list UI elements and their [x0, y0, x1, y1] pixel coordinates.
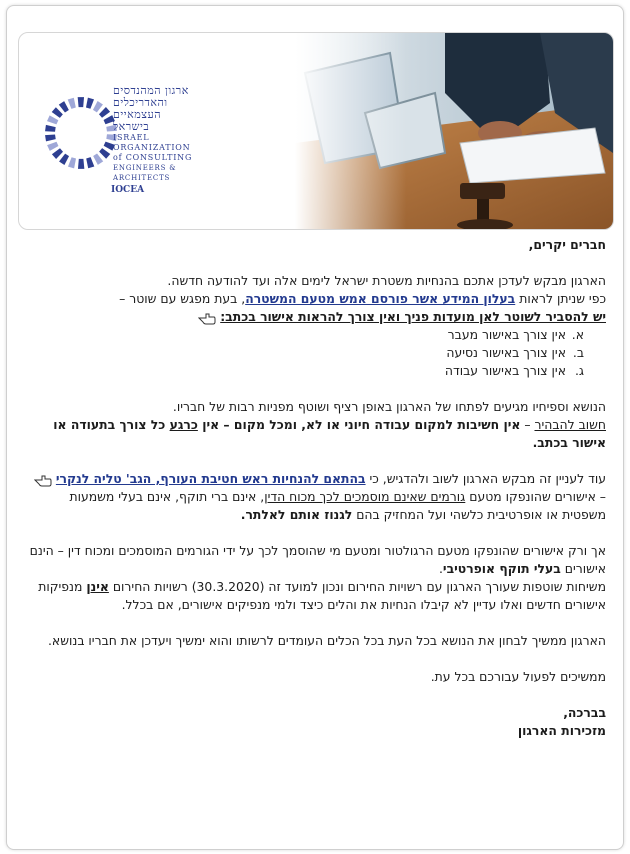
logo-ring-segment [52, 107, 63, 118]
logo-ring-segment [59, 101, 69, 112]
paragraph-emergency: משיחות שוטפות שעורך הארגון עם רשויות החירום ונכון למועד זה (30.3.2020) רשויות החירום אינן מנפיקות אישורים חדשים ואלו עדיין לא קיבלו הנחיות את והלים כיצד ולמי מנפיקים אישורים, אם בכלל. [38, 579, 606, 612]
logo-ring-segment [93, 101, 103, 112]
logo-ring-segment [86, 98, 94, 109]
paragraph-bulletin: כפי שניתן לראות בעלון המידע אשר פורסם אמש מטעם המשטרה, בעת מפגש עם שוטר – [119, 291, 606, 306]
header-banner [18, 32, 614, 230]
logo-ring-segment [93, 153, 103, 164]
paragraph-authorized: אך ורק אישורים שהונפקו מטעם הרגולטור ומטעם מי שהוסמך לכך על ידי הגורמים המוסמכים ומכוח דין – הינם אישורים בעלי תוקף אופרטיבי. [29, 543, 606, 576]
logo-ring-segment [45, 135, 56, 142]
police-bulletin-link[interactable]: בעלון המידע אשר פורסם אמש מטעם המשטרה [245, 291, 516, 306]
pointing-hand-icon [198, 311, 216, 325]
list-item: א.אין צורך באישור מעבר [447, 327, 584, 342]
logo-english-line: ENGINEERS & ARCHITECTS [113, 164, 177, 182]
logo-hebrew-line: ארגון המהנדסים [113, 84, 189, 97]
paragraph-intro: הארגון מבקש לעדכן אתכם בהנחיות משטרת ישראל לימים אלה ועד להודעה חדשה. [167, 273, 606, 288]
signature-greeting: בברכה, [563, 705, 606, 720]
paragraph-closing: ממשיכים לפעול עבורכם בכל עת. [430, 669, 606, 684]
home-front-guidelines-link[interactable]: בהתאם להנחיות ראש חטיבת העורף, הגב' טליה לנקרי [55, 471, 366, 486]
logo-ring-segment [78, 97, 84, 107]
logo-abbreviation: IOCEA [111, 185, 145, 195]
logo-hebrew-line: והאדריכלים [113, 96, 168, 109]
logo-english-line: of CONSULTING [113, 153, 193, 162]
logo-ring-segment [59, 154, 69, 165]
logo-ring-segment [68, 98, 76, 109]
logo-ring-segment [45, 125, 56, 132]
paragraph-clarify: חשוב להבהיר – אין חשיבות למקום עבודה חיוני או לא, ומכל מקום – אין כרגע כל צורך בתעודה או אישור בכתב. [53, 417, 606, 450]
pointing-hand-icon [34, 473, 52, 487]
logo-ring-segment [68, 157, 76, 168]
paragraph-home-front: עוד לעניין זה מבקש הארגון לשוב ולהדגיש, כי בהתאם להנחיות ראש חטיבת העורף, הגב' טליה לנקרי – אישורים שהונפקו מטעם גורמים שאינם מוסמכים לכך מכוח הדין, אינם ברי תוקף, אינם בעלי משמעות משפטית או אופרטיבית כלשהי ועל המחזיק בהם לגנוז אותם לאלתר. [26, 470, 606, 524]
paragraph-topic: הנושא וספיחיו מגיעים לפתחו של הארגון באופן רציף ושוטף מפניות רבות של חבריו. [172, 399, 606, 414]
signature-name: מזכירות הארגון [517, 723, 606, 738]
logo-ring-segment [99, 107, 110, 118]
logo-hebrew-line: בישראל [113, 120, 150, 133]
greeting: חברים יקרים, [528, 237, 606, 252]
paragraph-continue: הארגון ממשיך לבחון את הנושא בכל העת בכל הכלים העומדים לרשותו והוא ימשיך ויעדכן את חבריו בנושא. [47, 633, 606, 648]
letter-body [26, 236, 606, 740]
logo-english-line: ORGANIZATION [113, 143, 191, 152]
logo-ring-segment [99, 148, 110, 159]
logo-ring-segment [47, 115, 58, 124]
logo-ring-segment [78, 159, 84, 169]
list-item: ב.אין צורך באישור נסיעה [446, 345, 584, 360]
business-meeting-photo [295, 33, 613, 229]
logo-hebrew-line: העצמאיים [113, 108, 162, 121]
logo-text [113, 85, 223, 183]
logo-ring-segment [47, 142, 58, 151]
requirements-list [26, 326, 606, 380]
logo-ring-segment [86, 157, 94, 168]
logo-ring-segment [52, 148, 63, 159]
list-item: ג.אין צורך באישור עבודה [444, 363, 584, 378]
logo-english-line: ISRAEL [113, 133, 150, 142]
paragraph-bulletin-bold: יש להסביר לשוטר לאן מועדות פניך ואין צורך להראות אישור בכתב: [26, 308, 606, 326]
